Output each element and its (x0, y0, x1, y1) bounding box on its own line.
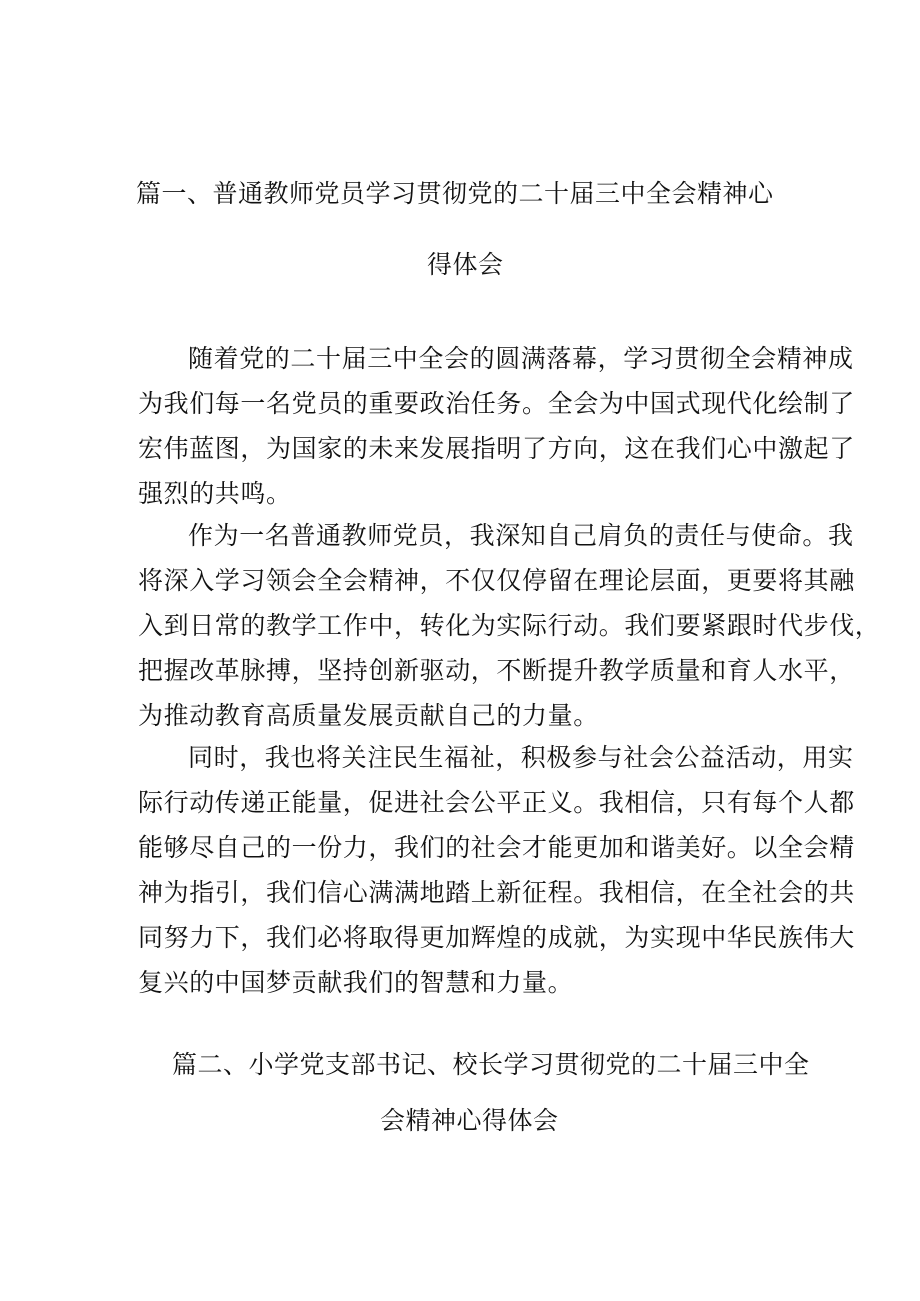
paragraph-2-line-5: 为推动教育高质量发展贡献自己的力量。 (138, 701, 599, 730)
paragraph-1-line-1: 随着党的二十届三中全会的圆满落幕，学习贯彻全会精神成 (188, 344, 854, 373)
section-1-title-line-2: 得体会 (427, 250, 504, 279)
paragraph-1-line-3: 宏伟蓝图，为国家的未来发展指明了方向，这在我们心中激起了 (138, 434, 855, 463)
paragraph-1-line-4: 强烈的共鸣。 (138, 479, 292, 508)
paragraph-3-line-5: 同努力下，我们必将取得更加辉煌的成就，为实现中华民族伟大 (138, 923, 855, 952)
paragraph-3-line-3: 能够尽自己的一份力，我们的社会才能更加和谐美好。以全会精 (138, 833, 855, 862)
paragraph-2-line-2: 将深入学习领会全会精神，不仅仅停留在理论层面，更要将其融 (138, 566, 855, 595)
section-1-title-line-1: 篇一、普通教师党员学习贯彻党的二十届三中全会精神心 (136, 179, 774, 208)
paragraph-3-line-2: 际行动传递正能量，促进社会公平正义。我相信，只有每个人都 (138, 788, 855, 817)
paragraph-3-line-6: 复兴的中国梦贡献我们的智慧和力量。 (138, 968, 574, 997)
paragraph-3-line-1: 同时，我也将关注民生福祉，积极参与社会公益活动，用实 (188, 743, 854, 772)
paragraph-2-line-1: 作为一名普通教师党员，我深知自己肩负的责任与使命。我 (188, 521, 854, 550)
paragraph-1 (138, 336, 855, 516)
section-2-title-line-2: 会精神心得体会 (380, 1106, 559, 1135)
paragraph-2 (138, 513, 881, 738)
section-2-title-line-1: 篇二、小学党支部书记、校长学习贯彻党的二十届三中全 (172, 1050, 810, 1079)
paragraph-1-line-2: 为我们每一名党员的重要政治任务。全会为中国式现代化绘制了 (138, 389, 855, 418)
paragraph-3-line-4: 神为指引，我们信心满满地踏上新征程。我相信，在全社会的共 (138, 878, 855, 907)
paragraph-2-line-3: 入到日常的教学工作中，转化为实际行动。我们要紧跟时代步伐， (138, 611, 881, 640)
paragraph-3 (138, 735, 855, 1005)
paragraph-2-line-4: 把握改革脉搏，坚持创新驱动，不断提升教学质量和育人水平， (138, 656, 855, 685)
